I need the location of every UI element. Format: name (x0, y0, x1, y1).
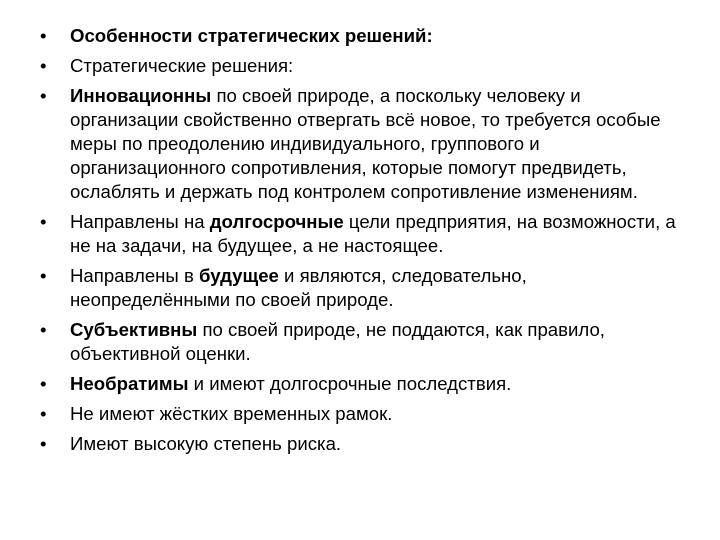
body-text: Направлены на (70, 211, 210, 232)
emphasized-text: Субъективны (70, 319, 198, 340)
bullet-icon: • (40, 403, 47, 424)
list-item-text (70, 433, 341, 454)
emphasized-text: Особенности стратегических решений: (70, 25, 433, 46)
bullet-icon: • (40, 211, 47, 232)
emphasized-text: Необратимы (70, 373, 189, 394)
bullet-icon: • (40, 25, 47, 46)
list-item-text (70, 25, 433, 46)
body-text: цели предприятия, на возможности, а не на задачи, на будущее, а не настоящее. (70, 211, 676, 256)
list-item (40, 402, 690, 426)
emphasized-text: Инновационны (70, 85, 212, 106)
body-text: Направлены в (70, 265, 200, 286)
body-text: и имеют долгосрочные последствия. (188, 373, 512, 394)
bullet-icon: • (40, 319, 47, 340)
list-item-text (70, 265, 527, 310)
body-text: Имеют высокую степень риска. (70, 433, 342, 454)
bullet-icon: • (40, 373, 47, 394)
bullet-icon: • (40, 55, 47, 76)
list-item-text (70, 403, 392, 424)
list-item (40, 264, 690, 312)
list-item-text (70, 373, 511, 394)
body-text: по своей природе, а поскольку человеку и организации свойственно отвергать всё новое, то требуется особые меры по преодолению индивидуального, группового и организационного сопротивления, которые помогут предвидеть, ослаблять и держать под контролем сопротивление изменениям. (70, 85, 661, 202)
list-item-text (70, 319, 605, 364)
list-item (40, 372, 690, 396)
list-item (40, 318, 690, 366)
list-item (40, 54, 690, 78)
body-text: Стратегические решения: (70, 55, 294, 76)
bullet-list (40, 24, 690, 462)
list-item-text (70, 211, 676, 256)
body-text: и являются, следовательно, неопределёнными по своей природе. (70, 265, 527, 310)
bullet-icon: • (40, 265, 47, 286)
list-item-text (70, 55, 293, 76)
emphasized-text: будущее (199, 265, 279, 286)
body-text: по своей природе, не поддаются, как правило, объективной оценки. (70, 319, 605, 364)
bullet-icon: • (40, 85, 47, 106)
emphasized-text: долгосрочные (209, 211, 344, 232)
bullet-icon: • (40, 433, 47, 454)
list-item (40, 24, 690, 48)
list-item-text (70, 85, 661, 202)
list-item (40, 84, 690, 204)
list-item (40, 210, 690, 258)
body-text: Не имеют жёстких временных рамок. (70, 403, 393, 424)
list-item (40, 432, 690, 456)
